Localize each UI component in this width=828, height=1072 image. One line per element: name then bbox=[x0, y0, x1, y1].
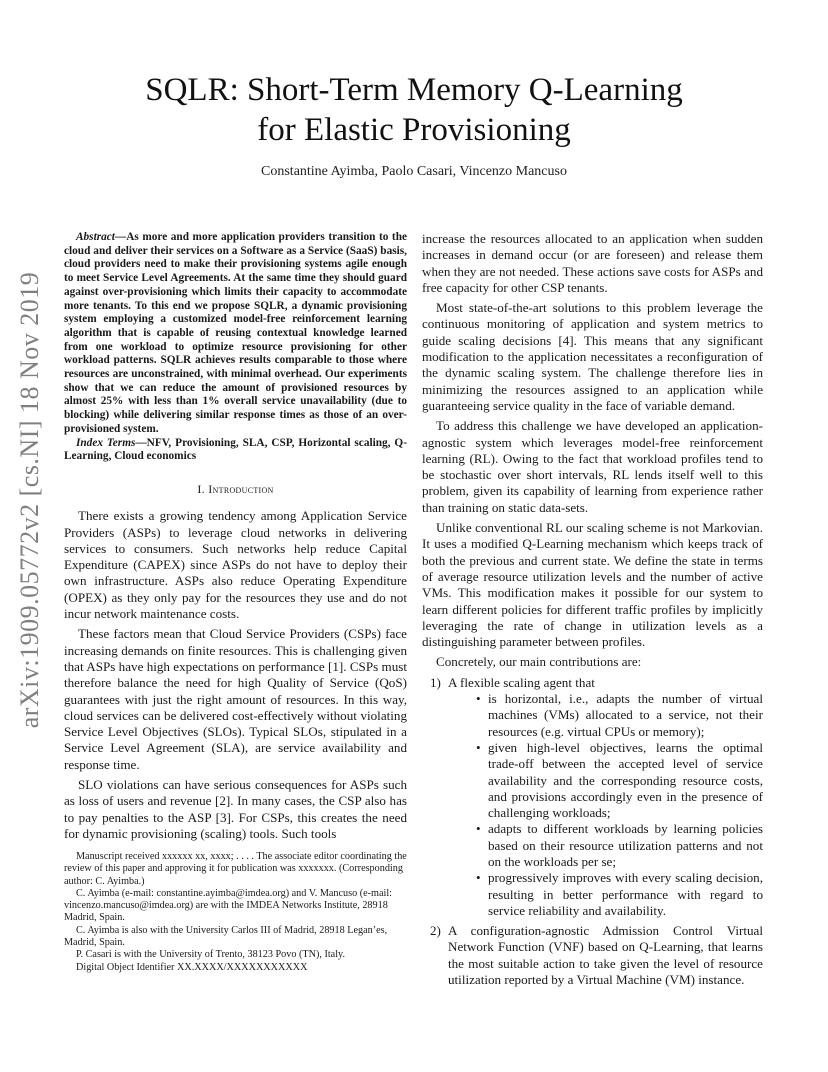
body-paragraph: Unlike conventional RL our scaling scheme is not Markovian. It uses a modified Q-Learning mechanism which keeps track of both the previous and current state. We define the state in terms of average resource utilization levels and the number of active VMs. This modification makes it possible for our system to learn different policies for different traffic profiles by implicitly leveraging the rate of change in utilization levels as a distinguishing parameter between profiles. bbox=[422, 520, 763, 650]
bullet-icon: • bbox=[476, 870, 481, 886]
section-heading bbox=[64, 481, 407, 497]
section-title: Introduction bbox=[208, 481, 274, 496]
paper-title-line-2: for Elastic Provisioning bbox=[257, 112, 571, 148]
contribution-number: 2) bbox=[430, 923, 441, 939]
abstract bbox=[64, 231, 407, 437]
index-terms-lead: Index Terms bbox=[76, 436, 136, 449]
index-terms-text: —NFV, Provisioning, SLA, CSP, Horizontal scaling, Q-Learning, Cloud economics bbox=[64, 436, 407, 463]
abstract-text: —As more and more application providers transition to the cloud and deliver their services on a Software as a Service (SaaS) basis, cloud providers need to make their provisioning systems agile enough to meet Service Level Agreements. At the same time they should guard against over-provisioning which limits their capacity to accommodate more tenants. To this end we propose SQLR, a dynamic provisioning system employing a customized model-free reinforcement learning algorithm that is capable of reusing contextual knowledge learned from one workload to optimize resource provisioning for other workload patterns. SQLR achieves results comparable to those where resources are unconstrained, with minimal overhead. Our experiments show that we can reduce the amount of provisioned resources by almost 25% with less than 1% overall service unavailability (due to blocking) while delivering similar response times as those of an over-provisioned system. bbox=[64, 231, 407, 435]
body-paragraph: To address this challenge we have developed an application-agnostic system which leverages model-free reinforcement learning (RL). Owing to the fact that workload profiles tend to be stochastic over short intervals, RL lends itself well to this problem, given its capability of learning from experience rather than training on static data-sets. bbox=[422, 418, 763, 515]
footnotes bbox=[64, 851, 407, 974]
index-terms bbox=[64, 437, 407, 464]
arxiv-identifier bbox=[6, 271, 54, 729]
contribution-item bbox=[422, 675, 763, 919]
bullet-icon: • bbox=[476, 739, 481, 755]
body-paragraph: These factors mean that Cloud Service Providers (CSPs) face increasing demands on finite resources. This is challenging given that ASPs have high expectations on performance [1]. CSPs must therefore balance the need for high Quality of Service (QoS) guarantees with just the right amount of resources. In this way, cloud services can be delivered cost-effectively without violating Service Level Objectives (SLOs). Typical SLOs, stipulated in a Service Level Agreement (SLA), are service availability and response time. bbox=[64, 626, 407, 772]
contribution-number: 1) bbox=[430, 674, 441, 690]
contribution-item bbox=[422, 923, 763, 988]
body-paragraph: Concretely, our main contributions are: bbox=[436, 654, 642, 670]
right-column bbox=[422, 231, 763, 992]
body-paragraph: SLO violations can have serious consequences for ASPs such as loss of users and revenue [2]. In many cases, the CSP also has to pay penalties to the ASP [3]. For CSPs, this creates the need for dynamic provisioning (scaling) tools. Such tools bbox=[64, 777, 407, 841]
arxiv-identifier-text: arXiv:1909.05772v2 [cs.NI] 18 Nov 2019 bbox=[15, 271, 44, 729]
footnote: P. Casari is with the University of Trento, 38123 Povo (TN), Italy. bbox=[76, 949, 346, 961]
body-paragraph: There exists a growing tendency among Application Service Providers (ASPs) to leverage cloud networks in delivering services to consumers. Such networks help reduce Capital Expenditure (CAPEX) since ASPs do not have to deploy their own infrastructure. ASPs also reduce Operating Expenditure (OPEX) as they only pay for the resources they use and do not incur network maintenance costs. bbox=[64, 508, 407, 622]
bullet-item bbox=[448, 870, 763, 919]
section-number: I. bbox=[197, 481, 209, 496]
contribution-text: A flexible scaling agent that bbox=[448, 674, 595, 690]
bullet-text: progressively improves with every scaling decision, resulting in better performance with regard to service reliability and availability. bbox=[488, 870, 763, 918]
bullet-text: given high-level objectives, learns the optimal trade-off between the accepted level of service availability and the corresponding resource costs, and provisions accordingly even in the presence of challenging workloads; bbox=[488, 739, 763, 821]
paper-title-line-1: SQLR: Short-Term Memory Q-Learning bbox=[145, 72, 683, 108]
footnote: Digital Object Identifier XX.XXXX/XXXXXXXXXXX bbox=[76, 961, 308, 973]
footnote: Manuscript received xxxxxx xx, xxxx; . . . . The associate editor coordinating the review of this paper and approving it for publication was xxxxxxx. (Corresponding author: C. Ayimba.) bbox=[64, 851, 407, 887]
contributions-list bbox=[422, 675, 763, 989]
left-column bbox=[64, 231, 407, 846]
bullet-text: is horizontal, i.e., adapts the number of virtual machines (VMs) allocated to a service, not their resources (e.g. virtual CPUs or memory); bbox=[488, 691, 763, 739]
bullet-item bbox=[448, 691, 763, 740]
paper-title bbox=[100, 70, 728, 150]
bullet-item bbox=[448, 740, 763, 821]
bullet-text: adapts to different workloads by learning policies based on their resource utilization patterns and not on the workloads per se; bbox=[488, 821, 763, 869]
body-paragraph: increase the resources allocated to an application when sudden increases in demand occur (or are foreseen) and release them when they are not needed. These actions save costs for ASPs and free capacity for other CSP tenants. bbox=[422, 231, 763, 295]
bullet-icon: • bbox=[476, 821, 481, 837]
contribution-bullets bbox=[448, 691, 763, 919]
body-paragraph: Most state-of-the-art solutions to this problem leverage the continuous monitoring of application and system metrics to guide scaling decisions [4]. This means that any significant modification to the application necessitates a reconfiguration of the dynamic scaling system. The challenge therefore lies in minimizing the resources assigned to an application while guaranteeing service quality in the face of variable demand. bbox=[422, 300, 763, 413]
author-list: Constantine Ayimba, Paolo Casari, Vincenzo Mancuso bbox=[261, 164, 567, 179]
bullet-item bbox=[448, 821, 763, 870]
contribution-text: A configuration-agnostic Admission Control Virtual Network Function (VNF) based on Q-Learning, that learns the most suitable action to take given the level of resource utilization reported by a Virtual Machine (VM) instance. bbox=[448, 923, 763, 988]
bullet-icon: • bbox=[476, 691, 481, 707]
footnote: C. Ayimba (e-mail: constantine.ayimba@imdea.org) and V. Mancuso (e-mail: vincenzo.mancuso@imdea.org) are with the IMDEA Networks Institute, 28918 Madrid, Spain. bbox=[64, 887, 392, 924]
abstract-lead: Abstract bbox=[76, 231, 115, 243]
footnote: C. Ayimba is also with the University Carlos III of Madrid, 28918 Legan’es, Madrid, Spain. bbox=[64, 924, 388, 949]
